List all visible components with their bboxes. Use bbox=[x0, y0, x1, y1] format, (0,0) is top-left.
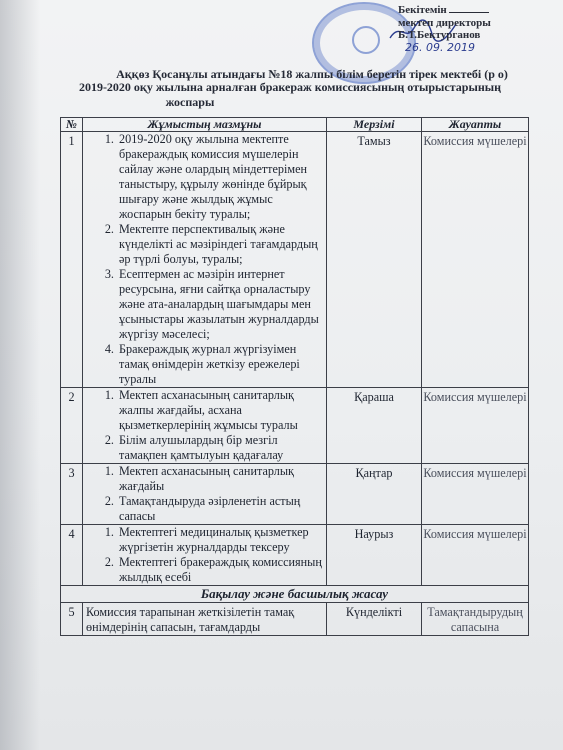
header-responsible: Жауапты bbox=[422, 118, 529, 132]
plan-table bbox=[60, 117, 529, 636]
list-item: 3. Есептермен ас мәзірін интернет ресурсына, яғни сайтқа орналастыру және ата-аналардың шағымдары мен ұсыныстары жазылатын журналдарды жүргізу мәселесі; bbox=[117, 267, 322, 342]
row-content bbox=[83, 388, 327, 464]
header-number: № bbox=[61, 118, 83, 132]
row-term: Күнделікті bbox=[327, 603, 422, 636]
list-item: 2. Мектептегі бракераждық комиссияның жылдық есебі bbox=[117, 555, 322, 585]
list-item: 1. Мектеп асханасының санитарлық жағдайы bbox=[117, 464, 322, 494]
row-responsible: Комиссия мүшелері bbox=[422, 464, 529, 525]
title-line-2: 2019-2020 оқу жылына арналған бракераж комиссиясының отырыстарының bbox=[78, 80, 502, 94]
row-content bbox=[83, 464, 327, 525]
row-content: Комиссия тарапынан жеткізілетін тамақ өнімдерінің сапасын, тағамдарды bbox=[83, 603, 327, 636]
row-term: Наурыз bbox=[327, 525, 422, 586]
row-responsible: Комиссия мүшелері bbox=[422, 525, 529, 586]
header-content: Жұмыстың мазмұны bbox=[83, 118, 327, 132]
page-edge-shadow bbox=[0, 0, 40, 750]
row-responsible: Тамақтандырудың сапасына bbox=[422, 603, 529, 636]
list-item: 1. Мектептегі медициналық қызметкер жүргізетін журналдарды тексеру bbox=[117, 525, 322, 555]
row-responsible: Комиссия мүшелері bbox=[422, 132, 529, 388]
list-item: 1. 2019-2020 оқу жылына мектепте бракераждық комиссия мүшелерін сайлау және олардың міндеттерімен таныстыру, құрылу жөнінде бұйрық шығару және жылдық жұмыс жоспарын бекіту туралы; bbox=[117, 132, 322, 222]
row-number: 4 bbox=[61, 525, 83, 586]
table-row bbox=[61, 525, 529, 586]
row-term: Тамыз bbox=[327, 132, 422, 388]
list-item: 2. Мектепте перспективалық және күнделікті ас мәзіріндегі тағамдардың әр түрлі болуы, туралы; bbox=[117, 222, 322, 267]
list-item: 2. Тамақтандыруда әзірленетін астың сапасы bbox=[117, 494, 322, 524]
approval-name: Б.Т.Бектурганов bbox=[398, 29, 481, 41]
row-responsible: Комиссия мүшелері bbox=[422, 388, 529, 464]
row-content bbox=[83, 525, 327, 586]
row-term: Қаңтар bbox=[327, 464, 422, 525]
signature-line bbox=[449, 12, 489, 13]
row-term: Қараша bbox=[327, 388, 422, 464]
section-heading: Бақылау және басшылық жасау bbox=[61, 586, 529, 603]
table-row bbox=[61, 132, 529, 388]
list-item: 4. Бракераждық журнал жүргізуімен тамақ өнімдерін жеткізу ережелері туралы bbox=[117, 342, 322, 387]
approval-position: мектеп директоры bbox=[398, 16, 491, 29]
title-line-3: жоспары bbox=[165, 95, 215, 109]
emblem-icon bbox=[352, 26, 380, 54]
table-row bbox=[61, 464, 529, 525]
row-number: 3 bbox=[61, 464, 83, 525]
approval-heading: Бекітемін bbox=[398, 4, 447, 16]
handwritten-date: 26. 09. 2019 bbox=[405, 41, 475, 54]
table-row bbox=[61, 603, 529, 636]
section-row bbox=[61, 586, 529, 603]
row-number: 2 bbox=[61, 388, 83, 464]
row-number: 5 bbox=[61, 603, 83, 636]
row-number: 1 bbox=[61, 132, 83, 388]
table-row bbox=[61, 388, 529, 464]
approval-block bbox=[398, 4, 563, 42]
list-item: 2. Білім алушылардың бір мезгіл тамақпен қамтылуын қадағалау bbox=[117, 433, 322, 463]
row-content bbox=[83, 132, 327, 388]
list-item: 1. Мектеп асханасының санитарлық жалпы жағдайы, асхана қызметкерлерінің жұмысы туралы bbox=[117, 388, 322, 433]
title-line-1: Аққөз Қосанұлы атындағы №18 жалпы білім беретін тірек мектебі (р о) bbox=[116, 67, 508, 81]
header-term: Мерзімі bbox=[327, 118, 422, 132]
table-header-row bbox=[61, 118, 529, 132]
